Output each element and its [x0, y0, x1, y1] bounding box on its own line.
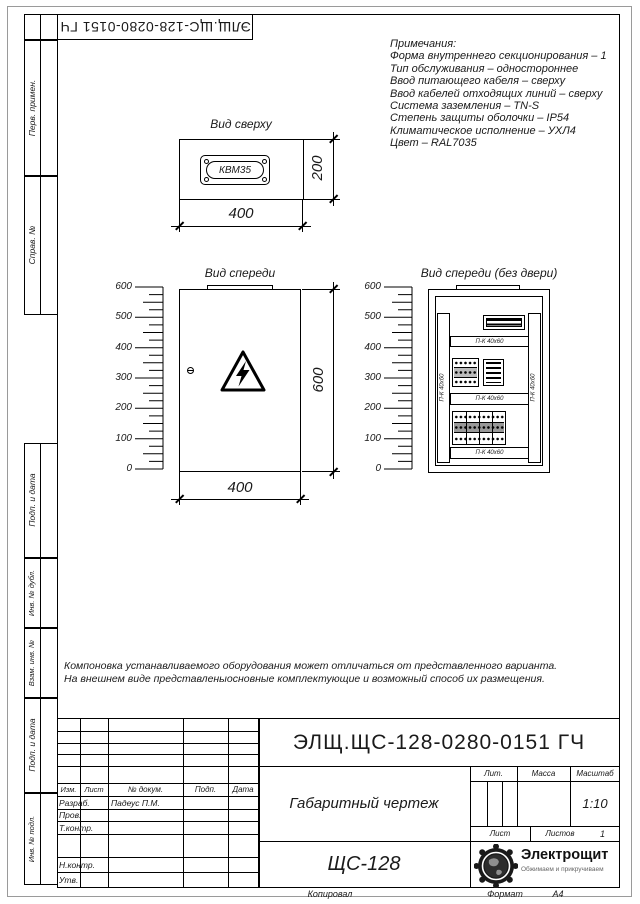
margin-cell — [40, 793, 58, 885]
front-view-height-dim: 600 — [310, 367, 327, 393]
margin-cell — [24, 14, 41, 40]
dimension-line — [333, 132, 334, 206]
tb-doc-title: Габаритный чертеж — [289, 795, 439, 812]
ruler-label: 300 — [364, 372, 381, 383]
extension-line — [179, 200, 180, 232]
ruler-label: 100 — [364, 433, 381, 444]
ruler-label: 500 — [364, 311, 381, 322]
dimension-line — [171, 499, 309, 500]
footnote-line: Компоновка устанавливаемого оборудования может отличаться от представленного варианта. — [64, 660, 558, 672]
dimension-line — [333, 282, 334, 479]
margin-label-perv-primen: Перв. примен. — [27, 79, 37, 137]
note-line: Система заземления – TN-S — [390, 100, 540, 113]
tb-row-prov: Пров. — [59, 810, 82, 820]
tb-scale-value: 1:10 — [582, 796, 608, 811]
note-line: Климатическое исполнение – УХЛ4 — [390, 124, 576, 137]
terminal-strip-block — [483, 359, 504, 386]
inside-view-title: Вид спереди (без двери) — [420, 266, 558, 280]
tb-row-tkontr: Т.контр. — [59, 822, 94, 833]
format-label: Формат — [487, 889, 523, 899]
high-voltage-warning-icon — [219, 348, 267, 394]
plate-screw-icon — [204, 177, 209, 182]
channel-label: П-К 40х60 — [475, 338, 504, 345]
tb-col-izm: Изм. — [60, 785, 77, 794]
margin-cell — [40, 558, 58, 628]
margin-cell — [40, 628, 58, 698]
front-view-width-dim: 400 — [227, 479, 253, 496]
tb-scale-label: Масштаб — [576, 769, 614, 778]
margin-cell — [40, 40, 58, 176]
circuit-breaker-row — [452, 411, 506, 445]
ruler-label: 0 — [126, 463, 132, 474]
channel-label: П-К 40х60 — [530, 373, 537, 402]
contactor-block — [452, 358, 479, 387]
electroshield-logo-icon — [474, 844, 518, 888]
ruler-label: 400 — [115, 342, 132, 353]
margin-cell — [40, 176, 58, 315]
front-view-title: Вид спереди — [204, 266, 276, 280]
ruler-label: 200 — [364, 402, 381, 413]
margin-cell — [40, 443, 58, 558]
note-line: Ввод питающего кабеля – сверху — [390, 75, 566, 88]
channel-label: П-К 40х60 — [475, 396, 504, 402]
plate-label: КВМ35 — [218, 164, 252, 176]
dimension-line — [171, 226, 311, 227]
ruler-label: 0 — [375, 463, 381, 474]
door-lock-slot — [188, 370, 193, 371]
margin-cell — [40, 698, 58, 793]
channel-label: П-К 40х60 — [475, 450, 504, 456]
note-line: Ввод кабелей отходящих линий – сверху — [390, 87, 603, 100]
extension-line — [304, 139, 340, 140]
channel-label: П-К 40х60 — [439, 373, 446, 402]
ruler-label: 100 — [115, 433, 132, 444]
breaker-module-divider — [479, 412, 480, 444]
cable-channel-horizontal-1 — [450, 336, 529, 347]
tb-sheets-value: 1 — [599, 828, 605, 839]
top-view-width-dim: 400 — [228, 205, 254, 222]
margin-label-inv-dubl: Инв. № дубл. — [27, 569, 36, 617]
tb-col-doc: № докум. — [127, 785, 164, 794]
ruler-label: 200 — [115, 402, 132, 413]
plate-screw-icon — [262, 177, 267, 182]
title-block — [57, 718, 620, 888]
top-view-depth-dim: 200 — [309, 155, 326, 181]
ruler-label: 400 — [364, 342, 381, 353]
plate-screw-icon — [262, 159, 267, 164]
extension-line — [302, 289, 340, 290]
copied-label: Копировал — [307, 889, 353, 899]
notes-title: Примечания: — [390, 38, 457, 50]
tb-row-nkontr: Н.контр. — [59, 859, 95, 870]
ruler-label: 500 — [115, 311, 132, 322]
logo-company-name: Электрощит — [521, 847, 609, 863]
note-line: Цвет – RAL7035 — [390, 137, 477, 150]
cable-channel-horizontal-3 — [450, 447, 529, 459]
ruler-label: 300 — [115, 372, 132, 383]
footnote — [64, 660, 616, 686]
extension-line — [304, 199, 340, 200]
tb-row-razrab: Разраб. — [59, 797, 90, 808]
format-value: А4 — [552, 889, 564, 899]
tb-row-utv: Утв. — [59, 874, 79, 885]
tb-lit-label: Лит. — [484, 769, 503, 778]
notes-block — [390, 38, 622, 150]
top-view-title: Вид сверху — [210, 117, 272, 131]
tb-razrab-name: Падеус П.М. — [111, 797, 160, 808]
tb-sheet-label: Лист — [489, 829, 511, 838]
tb-mass-label: Масса — [531, 769, 556, 778]
ruler-label: 600 — [364, 281, 381, 292]
breaker-module-divider — [492, 412, 493, 444]
logo-tagline: Обжимаем и прикручиваем — [521, 866, 604, 873]
extension-line — [302, 200, 303, 232]
margin-label-vzam-inv: Взам. инв. № — [27, 639, 36, 687]
margin-label-podp-data-1: Подп. и дата — [27, 473, 37, 527]
breaker-module-divider — [466, 412, 467, 444]
tb-col-podp: Подп. — [194, 785, 217, 794]
margin-cell — [40, 14, 58, 40]
tb-col-list: Лист — [84, 785, 104, 794]
terminal-block-top — [483, 315, 525, 330]
tb-col-data: Дата — [232, 785, 254, 794]
footnote-line: На внешнем виде представленыосновные комплектующие и возможный способ их размещения. — [64, 673, 545, 685]
note-line: Форма внутреннего секционирования – 1 — [390, 50, 607, 63]
margin-label-inv-podl: Инв. № подл. — [27, 815, 36, 863]
stamp-doc-number: ЭЛЩ.ЩС-128-0280-0151 ГЧ — [59, 19, 251, 35]
plate-label-oval — [206, 161, 264, 179]
tb-doc-number: ЭЛЩ.ЩС-128-0280-0151 ГЧ — [292, 730, 586, 754]
margin-label-sprav-no: Справ. № — [27, 225, 37, 265]
tb-sheets-label: Листов — [545, 829, 575, 838]
stamp-doc-number-box — [57, 14, 253, 40]
note-line: Степень защиты оболочки – IP54 — [390, 112, 570, 125]
ruler-label: 600 — [115, 281, 132, 292]
tb-product-name: ЩС-128 — [327, 853, 401, 875]
margin-label-podp-data-2: Подп. и дата — [27, 718, 37, 772]
cable-channel-horizontal-2 — [450, 393, 529, 405]
note-line: Тип обслуживания – одностороннее — [390, 62, 579, 75]
